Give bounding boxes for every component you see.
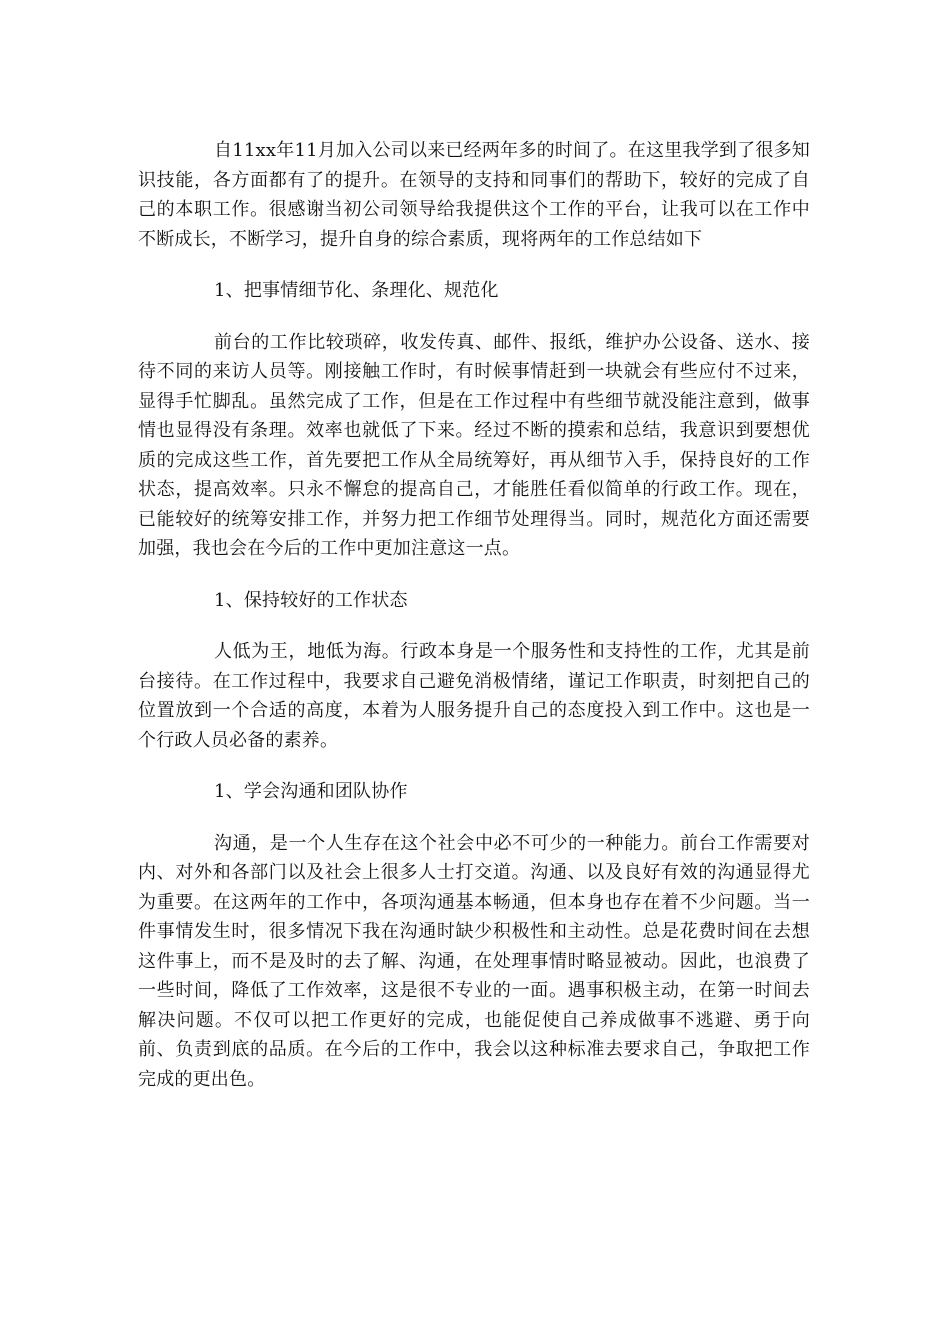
intro-paragraph: 自11xx年11月加入公司以来已经两年多的时间了。在这里我学到了很多知识技能，各方面都有了的提升。在领导的支持和同事们的帮助下，较好的完成了自己的本职工作。很感谢当初公司领导给我提供这个工作的平台，让我可以在工作中不断成长，不断学习，提升自身的综合素质，现将两年的工作总结如下 bbox=[138, 140, 810, 250]
section-heading-communication: 1、学会沟通和团队协作 bbox=[214, 781, 408, 802]
spacer bbox=[138, 615, 810, 637]
spacer bbox=[138, 564, 810, 586]
details-paragraph: 前台的工作比较琐碎，收发传真、邮件、报纸，维护办公设备、送水、接待不同的来访人员等。刚接触工作时，有时候事情赶到一块就会有些应付不过来，显得手忙脚乱。虽然完成了工作，但是在工作过程中有些细节就没能注意到，做事情也显得没有条理。效率也就低了下来。经过不断的摸索和总结，我意识到要想优质的完成这些工作，首先要把工作从全局统筹好，再从细节入手，保持良好的工作状态，提高效率。只永不懈怠的提高自己，才能胜任看似简单的行政工作。现在，已能较好的统筹安排工作，并努力把工作细节处理得当。同时，规范化方面还需要加强，我也会在今后的工作中更加注意这一点。 bbox=[138, 331, 810, 559]
spacer bbox=[138, 306, 810, 328]
section-heading-details: 1、把事情细节化、条理化、规范化 bbox=[214, 280, 499, 301]
section-heading-work-state: 1、保持较好的工作状态 bbox=[214, 589, 408, 611]
communication-paragraph: 沟通，是一个人生存在这个社会中必不可少的一种能力。前台工作需要对内、对外和各部门以及社会上很多人士打交道。沟通、以及良好有效的沟通显得尤为重要。在这两年的工作中，各项沟通基本畅通，但本身也存在着不少问题。当一件事情发生时，很多情况下我在沟通时缺少积极性和主动性。总是花费时间在去想这件事上，而不是及时的去了解、沟通，在处理事情时略显被动。因此，也浪费了一些时间，降低了工作效率，这是很不专业的一面。遇事积极主动，在第一时间去解决问题。不仅可以把工作更好的完成，也能促使自己养成做事不逃避、勇于向前、负责到底的品质。在今后的工作中，我会以这种标准去要求自己，争取把工作完成的更出色。 bbox=[138, 832, 810, 1090]
spacer bbox=[138, 755, 810, 777]
document-body bbox=[138, 136, 810, 1094]
spacer bbox=[138, 807, 810, 829]
work-state-paragraph: 人低为王，地低为海。行政本身是一个服务性和支持性的工作，尤其是前台接待。在工作过程中，我要求自己避免消极情绪，谨记工作职责，时刻把自己的位置放到一个合适的高度，本着为人服务提升自己的态度投入到工作中。这也是一个行政人员必备的素养。 bbox=[138, 641, 810, 751]
spacer bbox=[138, 254, 810, 276]
